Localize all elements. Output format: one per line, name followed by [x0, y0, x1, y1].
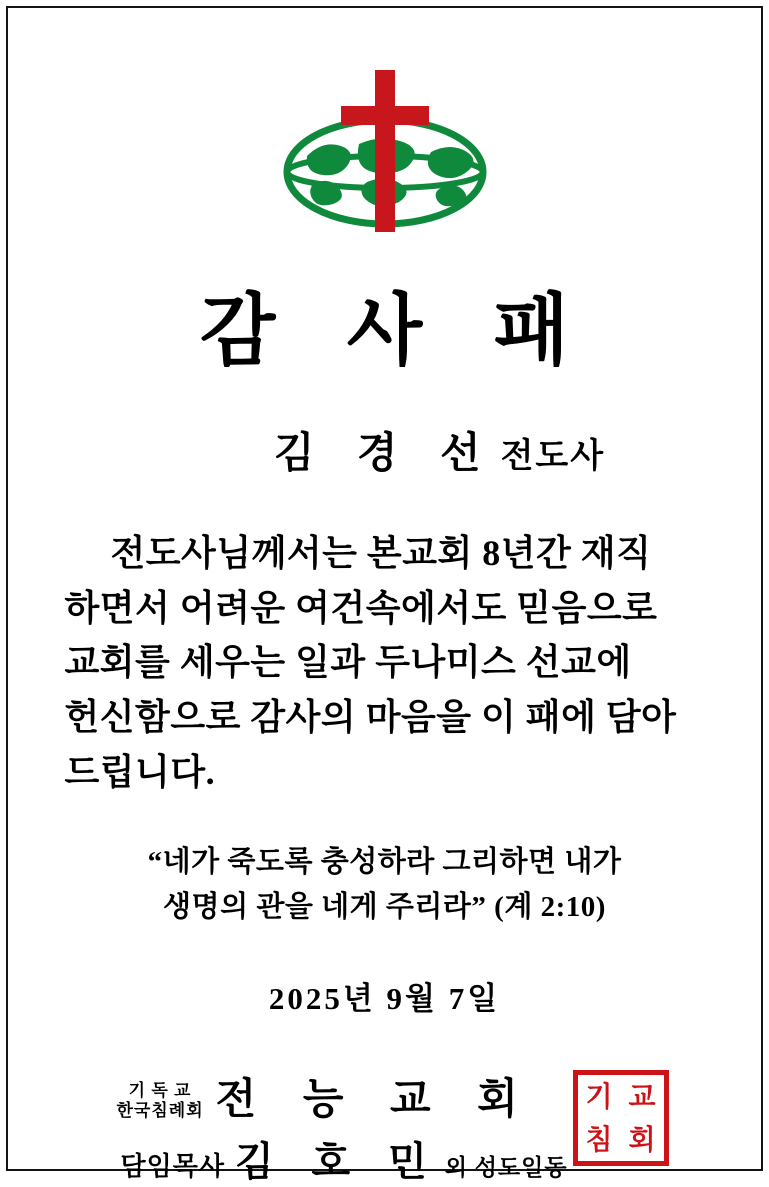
seal-char: 교 — [628, 1079, 656, 1113]
quote-line: “네가 죽도록 충성하라 그리하면 내가 — [147, 845, 622, 878]
page-title: 감 사 패 — [199, 287, 596, 374]
body-line-text: 전도사님께서는 본교회 8년간 재직 — [110, 533, 652, 573]
honoree-row — [8, 420, 761, 480]
denomination-line-1: 기 독 교 — [128, 1081, 192, 1101]
body-line — [65, 526, 705, 581]
signature-block — [65, 1062, 705, 1186]
body-line-text: 헌신함으로 감사의 마음을 이 패에 담아 — [64, 697, 677, 738]
date-line: 2025년 9월 7일 — [268, 981, 501, 1017]
scripture-quote — [75, 840, 695, 930]
cross-shape — [341, 70, 429, 232]
seal-char: 침 — [585, 1122, 613, 1156]
denomination-label — [117, 1081, 204, 1126]
body-paragraph — [65, 526, 705, 800]
body-line-text: 교회를 세우는 일과 두나미스 선교에 — [64, 642, 632, 683]
body-line-text: 드립니다. — [64, 751, 216, 792]
members-label: 외 성도일동 — [444, 1155, 568, 1181]
body-line — [65, 745, 705, 800]
honoree-role: 전도사 — [500, 438, 606, 475]
quote-line: 생명의 관을 네게 주리라” (계 2:10) — [163, 890, 606, 923]
body-line — [65, 690, 705, 745]
body-line-text: 하면서 어려운 여건속에서도 믿음으로 — [64, 587, 658, 628]
seal-char: 회 — [628, 1122, 656, 1156]
pastor-title: 담임목사 — [120, 1152, 225, 1182]
pastor-name: 김 호 민 — [234, 1138, 439, 1186]
honoree-name: 김 경 선 — [273, 431, 497, 477]
body-line — [65, 635, 705, 690]
cross-and-globe-emblem — [255, 64, 515, 244]
church-line — [117, 1066, 534, 1126]
red-seal-stamp — [573, 1070, 669, 1166]
pastor-line — [121, 1130, 568, 1187]
body-line — [65, 581, 705, 636]
seal-char: 기 — [585, 1079, 613, 1113]
denomination-line-2: 한국침례회 — [116, 1100, 204, 1120]
church-name: 전 능 교 회 — [215, 1074, 534, 1124]
plaque-body — [6, 6, 763, 1186]
